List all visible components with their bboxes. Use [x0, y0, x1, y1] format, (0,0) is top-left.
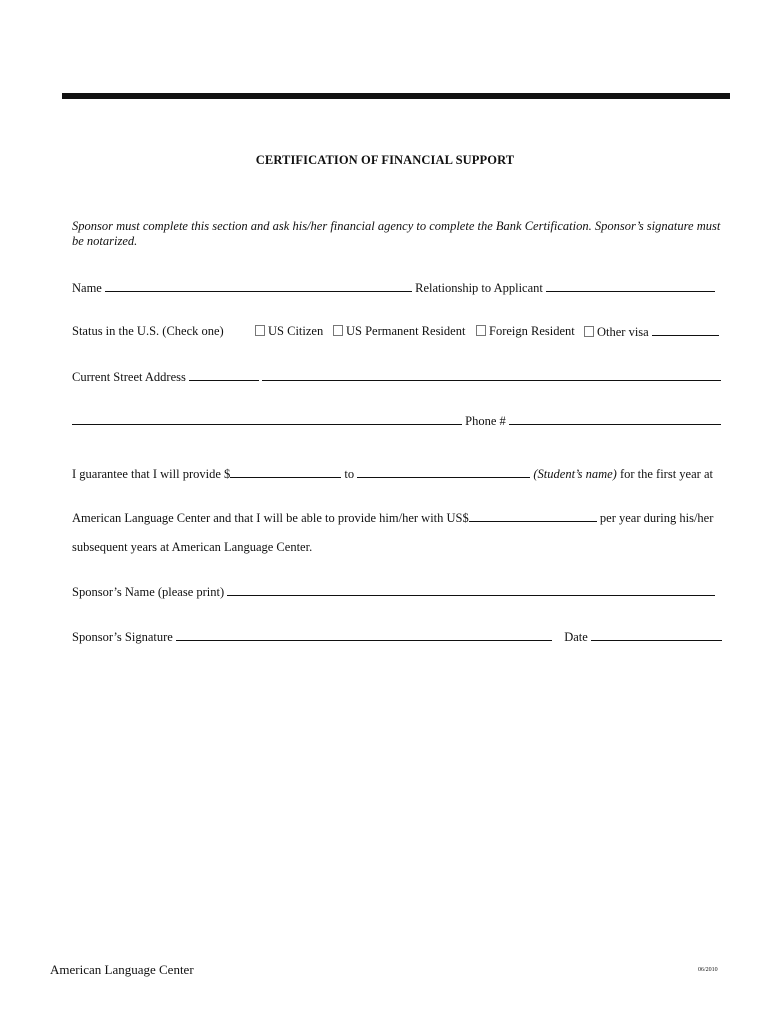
guarantee-suffix: for the first year at: [619, 467, 713, 481]
address-row: [72, 369, 721, 385]
guarantee-row: [72, 466, 713, 482]
guarantee-prefix: I guarantee that I will provide $: [72, 467, 231, 481]
status-option-other-visa[interactable]: [584, 324, 719, 340]
address-line-2-field[interactable]: [72, 413, 462, 425]
student-name-field[interactable]: [357, 466, 530, 478]
guarantee-to: to: [344, 467, 355, 481]
relationship-label: Relationship to Applicant: [415, 281, 543, 295]
relationship-field[interactable]: [546, 280, 715, 292]
sponsor-signature-field[interactable]: [176, 629, 552, 641]
sponsor-name-field[interactable]: [227, 584, 715, 596]
date-label: Date: [564, 630, 588, 644]
sponsor-signature-label: Sponsor’s Signature: [72, 630, 173, 644]
status-label: Status in the U.S. (Check one): [72, 324, 224, 338]
checkbox-icon[interactable]: [333, 325, 343, 336]
address-field-2[interactable]: [262, 369, 721, 381]
date-field[interactable]: [591, 629, 722, 641]
address-phone-row: [72, 413, 721, 429]
footer-organization: American Language Center: [50, 962, 194, 977]
status-option-label: US Citizen: [268, 324, 324, 338]
status-option-permanent-resident[interactable]: [333, 324, 465, 339]
status-option-label: US Permanent Resident: [346, 324, 466, 338]
checkbox-icon[interactable]: [476, 325, 486, 336]
checkbox-icon[interactable]: [584, 326, 594, 337]
status-option-foreign-resident[interactable]: [476, 324, 575, 339]
checkbox-icon[interactable]: [255, 325, 265, 336]
sponsor-name-row: [72, 584, 715, 600]
provide-row: [72, 510, 713, 526]
name-label: Name: [72, 281, 102, 295]
sponsor-name-label: Sponsor’s Name (please print): [72, 585, 225, 599]
amount-field[interactable]: [230, 466, 341, 478]
footer-form-code: 06/2010: [698, 967, 718, 973]
signature-row: [72, 629, 722, 645]
address-field-1[interactable]: [189, 369, 259, 381]
form-title: CERTIFICATION OF FINANCIAL SUPPORT: [255, 153, 515, 167]
provide-prefix: American Language Center and that I will be able to provide him/her with US$: [72, 511, 469, 525]
status-option-label: Other visa: [597, 325, 649, 339]
phone-field[interactable]: [509, 413, 721, 425]
students-name-hint: (Student’s name): [533, 467, 617, 481]
subsequent-text: subsequent years at American Language Center.: [72, 540, 313, 554]
other-visa-field[interactable]: [652, 324, 719, 336]
header-rule: [62, 93, 730, 99]
annual-amount-field[interactable]: [469, 510, 597, 522]
name-field[interactable]: [105, 280, 412, 292]
phone-label: Phone #: [465, 414, 506, 428]
address-label: Current Street Address: [72, 370, 186, 384]
provide-suffix: per year during his/her: [599, 511, 714, 525]
status-option-us-citizen[interactable]: [255, 324, 323, 339]
instructions-text: Sponsor must complete this section and ask his/her financial agency to complete the Bank Certification. Sponsor’s signature must be notarized.: [72, 219, 721, 248]
status-option-label: Foreign Resident: [489, 324, 575, 338]
name-row: [72, 280, 715, 296]
